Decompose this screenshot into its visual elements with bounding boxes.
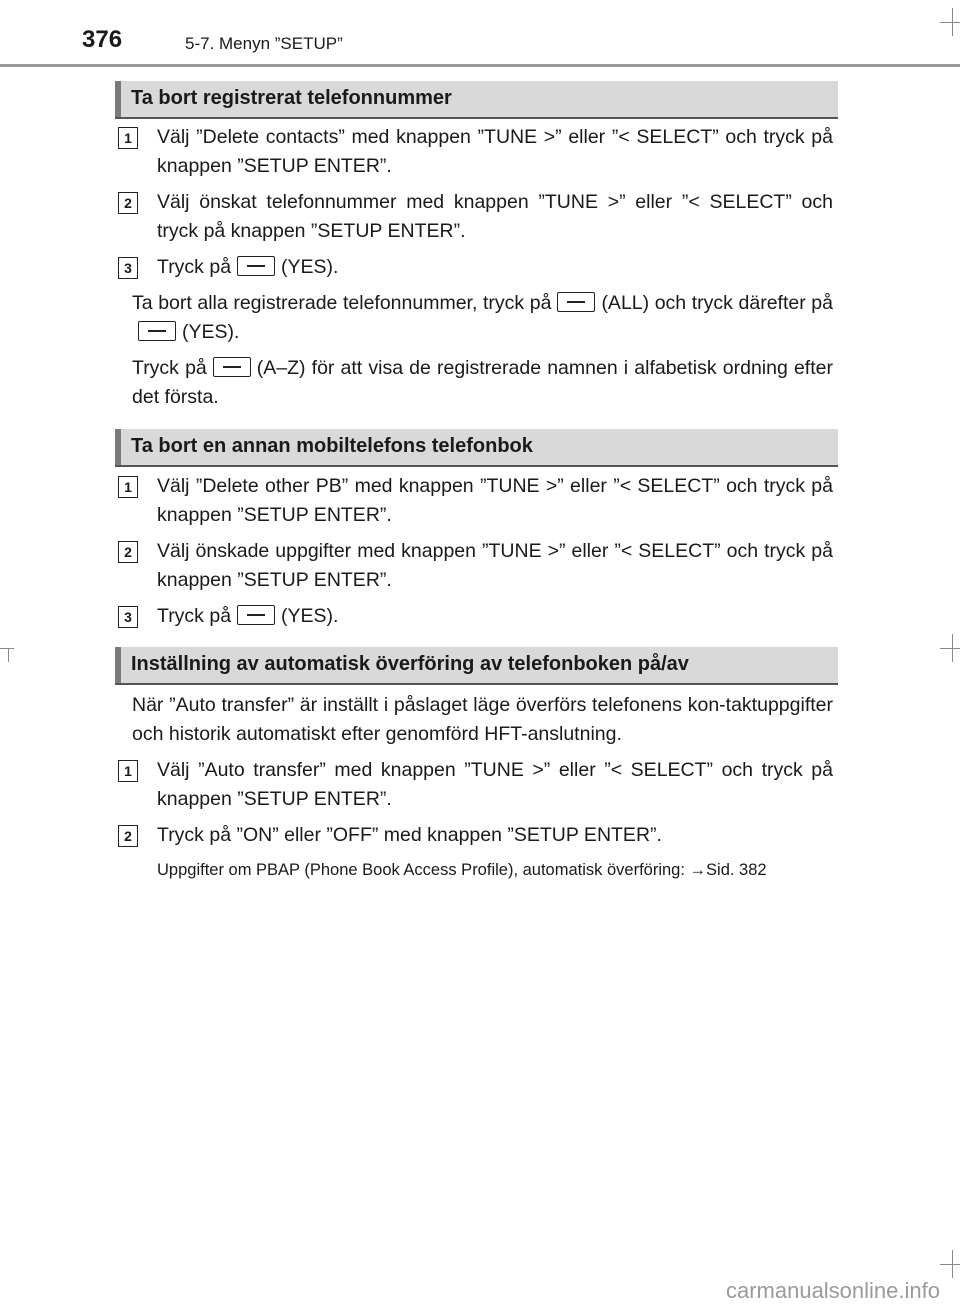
page-number: 376 [82, 26, 123, 53]
step-number: 1 [118, 476, 138, 498]
section-title: Ta bort registrerat telefonnummer [131, 87, 452, 109]
step-text-after: (YES). [281, 605, 339, 627]
button-icon [557, 292, 595, 312]
step-text: Välj ”Delete other PB” med knappen ”TUNE >” eller ”< SELECT” och tryck på knappen ”SETUP ENTER”. [157, 475, 833, 526]
step-number: 3 [118, 606, 138, 628]
header-rule [0, 64, 960, 67]
step-text: Välj önskat telefonnummer med knappen ”TUNE >” eller ”< SELECT” och tryck på knappen ”SETUP ENTER”. [157, 191, 833, 242]
crop-mark [940, 1264, 960, 1265]
paragraph [132, 354, 833, 412]
step-text: Välj ”Auto transfer” med knappen ”TUNE >” eller ”< SELECT” och tryck på knappen ”SETUP ENTER”. [157, 759, 833, 810]
crop-mark [0, 648, 14, 649]
section-title: Ta bort en annan mobiltelefons telefonbok [131, 435, 533, 457]
step-text: Välj önskade uppgifter med knappen ”TUNE >” eller ”< SELECT” och tryck på knappen ”SETUP ENTER”. [157, 540, 833, 591]
step-text-before: Tryck på [157, 605, 232, 627]
paragraph: När ”Auto transfer” är inställt i påslaget läge överförs telefonens kon-taktuppgifter och historik automatiskt efter genomförd HFT-anslutning. [132, 694, 833, 745]
step-number: 2 [118, 192, 138, 214]
button-icon [213, 357, 251, 377]
step-number: 2 [118, 825, 138, 847]
section-heading [115, 647, 838, 685]
section-heading [115, 429, 838, 467]
crop-mark [8, 648, 9, 662]
paragraph-text: (A–Z) för att visa de registrerade namnen i alfabetisk ordning efter det första. [132, 357, 833, 408]
step-text-after: (YES). [281, 256, 339, 278]
paragraph-text: Tryck på [132, 357, 207, 379]
chapter-title: 5-7. Menyn ”SETUP” [185, 34, 343, 53]
step-number: 2 [118, 541, 138, 563]
footer-watermark: carmanualsonline.info [725, 1278, 940, 1303]
step-text [157, 602, 833, 631]
step-text-before: Tryck på [157, 256, 232, 278]
step-text [157, 253, 833, 282]
paragraph-text: (YES). [182, 321, 240, 343]
section-title: Inställning av automatisk överföring av telefonboken på/av [131, 653, 689, 675]
heading-bar [115, 647, 121, 683]
button-icon [237, 256, 275, 276]
reference-note: Uppgifter om PBAP (Phone Book Access Profile), automatisk överföring: →Sid. 382 [157, 861, 767, 879]
paragraph-text: (ALL) och tryck därefter på [601, 292, 833, 314]
step-number: 1 [118, 760, 138, 782]
section-heading [115, 81, 838, 119]
button-icon [237, 605, 275, 625]
step-number: 3 [118, 257, 138, 279]
step-text: Välj ”Delete contacts” med knappen ”TUNE >” eller ”< SELECT” och tryck på knappen ”SETUP ENTER”. [157, 126, 833, 177]
button-icon [138, 321, 176, 341]
step-text: Tryck på ”ON” eller ”OFF” med knappen ”SETUP ENTER”. [157, 824, 662, 846]
step-number: 1 [118, 127, 138, 149]
crop-mark [940, 22, 960, 23]
heading-bar [115, 81, 121, 117]
crop-mark [940, 648, 960, 649]
paragraph-text: Ta bort alla registrerade telefonnummer, tryck på [132, 292, 552, 314]
heading-bar [115, 429, 121, 465]
paragraph [132, 289, 833, 347]
